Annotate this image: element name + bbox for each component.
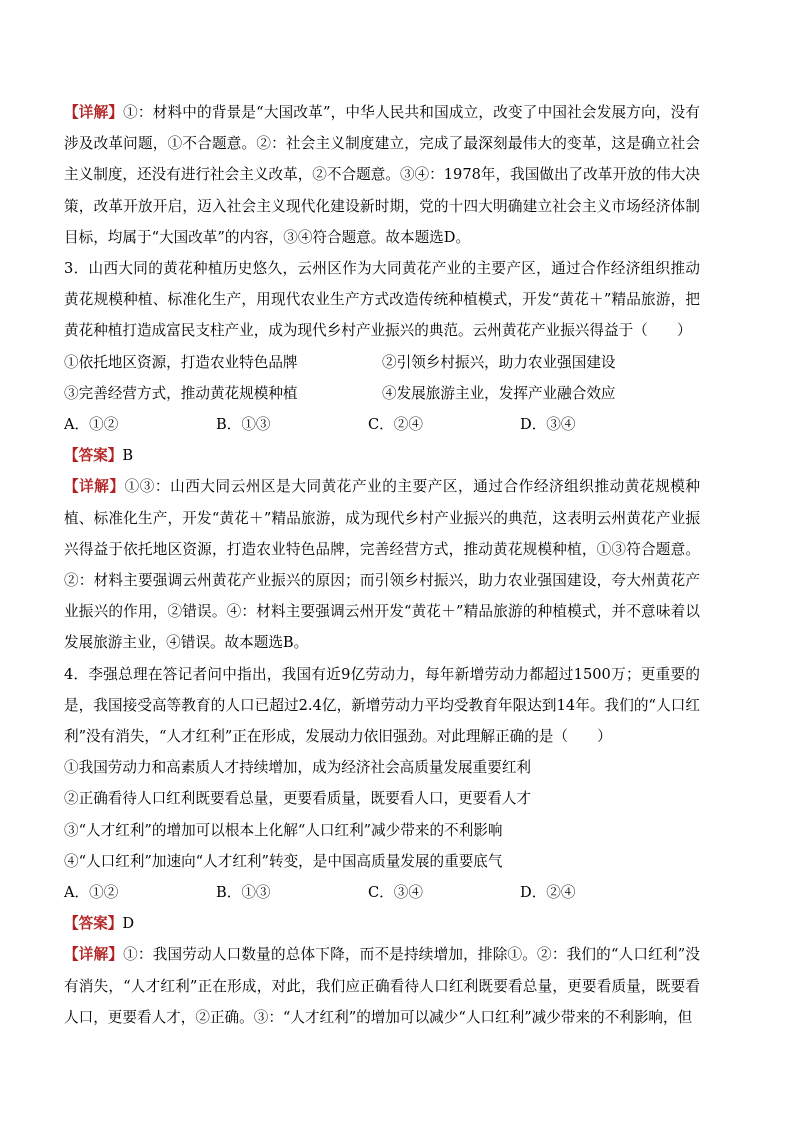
q3-statements-row-1 [64,347,700,378]
q3-answer [64,440,700,471]
question-4-stem: 4．李强总理在答记者问中指出，我国有近9亿劳动力，每年新增劳动力都超过1500万；更重要的是，我国接受高等教育的人口已超过2.4亿，新增劳动力平均受教育年限达到14年。我们的“人口红利”没有消失，“人才红利”正在形成，发展动力依旧强劲。对此理解正确的是（ ） [64,665,700,746]
q4-explanation [64,939,700,1033]
answer-value: D [122,915,135,933]
explanation-tag: 【详解】 [64,478,125,496]
q4-statement-3: ③“人才红利”的增加可以根本上化解“人口红利”减少带来的不利影响 [64,821,503,839]
q3-explanation [64,471,700,658]
q4-option-c: C．③④ [368,884,423,902]
q3-option-b: B．①③ [216,416,271,434]
q3-statement-4: ④发展旅游主业，发挥产业融合效应 [382,384,616,402]
explanation-text: ①③：山西大同云州区是大同黄花产业的主要产区，通过合作经济组织推动黄花规模种植、标准化生产，开发“黄花＋”精品旅游，成为现代乡村产业振兴的典范，这表明云州黄花产业振兴得益于依托地区资源，打造农业特色品牌，完善经营方式，推动黄花规模种植，①③符合题意。②：材料主要强调云州黄花产业振兴的原因；而引领乡村振兴，助力农业强国建设，夸大州黄花产业振兴的作用，②错误。④：材料主要强调云州开发“黄花＋”精品旅游的种植模式，并不意味着以发展旅游主业，④错误。故本题选B。 [64,478,700,652]
explanation-tag: 【详解】 [64,104,124,121]
q4-option-a: A．①② [64,884,119,902]
q3-statements-row-2 [64,378,700,409]
explanation-text: ①：材料中的背景是“大国改革”，中华人民共和国成立，改变了中国社会发展方向，没有涉及改革问题，①不合题意。②：社会主义制度建立，完成了最深刻最伟大的变革，这是确立社会主义制度，还没有进行社会主义改革，②不合题意。③④：1978年，我国做出了改革开放的伟大决策，改革开放开启，迈入社会主义现代化建设新时期，党的十四大明确建立社会主义市场经济体制目标，均属于“大国改革”的内容，③④符合题意。故本题选D。 [64,104,700,246]
q3-option-c: C．②④ [368,416,423,434]
q3-statement-3: ③完善经营方式，推动黄花规模种植 [64,384,298,402]
answer-tag: 【答案】 [64,915,123,933]
q4-option-d: D．②④ [520,884,576,902]
explanation-text: ①：我国劳动人口数量的总体下降，而不是持续增加，排除①。②：我们的“人口红利”没有消失，“人才红利”正在形成，对此，我们应正确看待人口红利既要看总量，更要看质量，既要看人口，更要看人才，②正确。③：“人才红利”的增加可以减少“人口红利”减少带来的不利影响，但 [64,946,700,1026]
explanation-tag: 【详解】 [64,946,124,964]
document-content [64,97,700,1033]
prev-explanation [64,97,700,253]
q3-option-d: D．③④ [520,416,576,434]
q4-options [64,877,700,908]
q4-statement-2: ②正确看待人口红利既要看总量，更要看质量，既要看人口，更要看人才 [64,790,532,808]
answer-value: B [122,447,134,465]
q3-statement-2: ②引领乡村振兴，助力农业强国建设 [382,353,616,371]
q3-options [64,409,700,440]
q4-statement-1: ①我国劳动力和高素质人才持续增加，成为经济社会高质量发展重要红利 [64,759,532,777]
q4-answer [64,908,700,939]
answer-tag: 【答案】 [64,447,123,465]
question-3-stem: 3．山西大同的黄花种植历史悠久，云州区作为大同黄花产业的主要产区，通过合作经济组织推动黄花规模种植、标准化生产，用现代农业生产方式改造传统种植模式，开发“黄花＋”精品旅游，把黄花种植打造成富民支柱产业，成为现代乡村产业振兴的典范。云州黄花产业振兴得益于（ ） [64,260,700,340]
q4-statement-4: ④“人口红利”加速向“人才红利”转变，是中国高质量发展的重要底气 [64,852,503,870]
q3-statement-1: ①依托地区资源，打造农业特色品牌 [64,353,298,371]
q3-option-a: A．①② [64,416,119,434]
q4-option-b: B．①③ [216,884,271,902]
